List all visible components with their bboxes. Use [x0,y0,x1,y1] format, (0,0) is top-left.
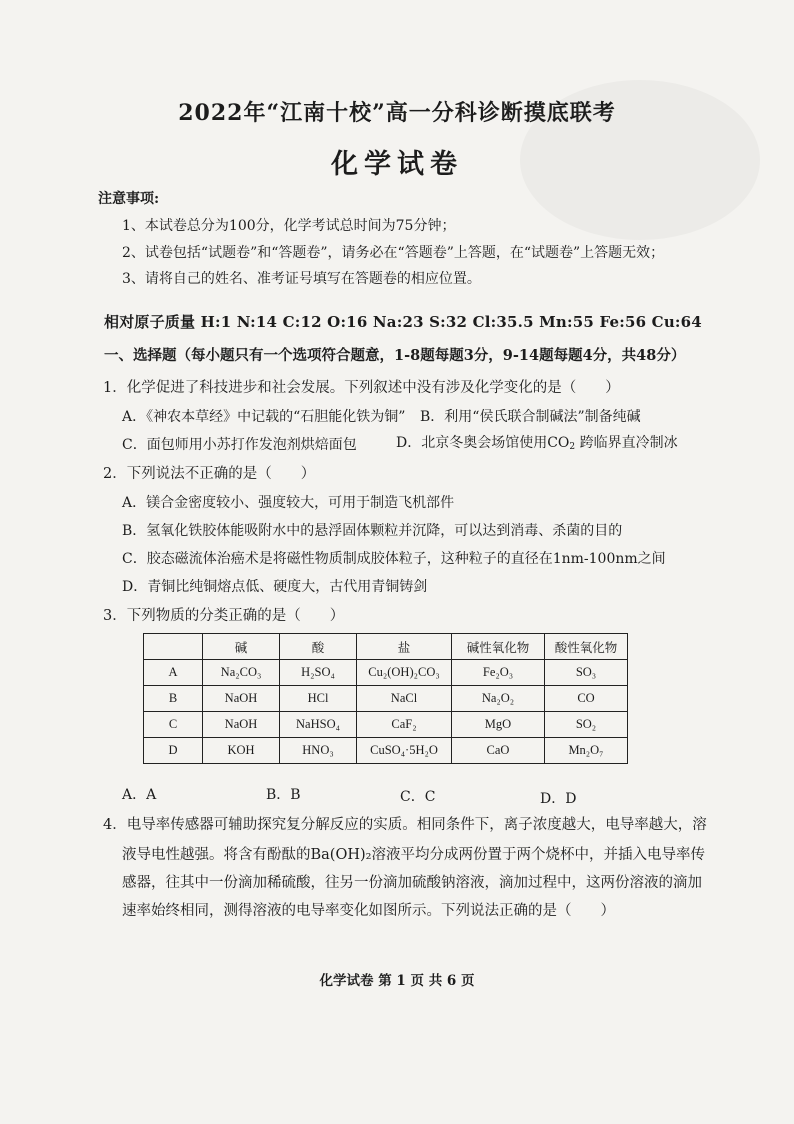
table-header: 碱性氧化物 [452,634,545,660]
question-1-option-c: C．面包师用小苏打作发泡剂烘焙面包 [122,437,357,453]
question-4-line-2: 液导电性越强。将含有酚酞的Ba(OH)₂溶液平均分成两份置于两个烧杯中，并插入电导率传 [122,847,705,863]
question-4-line-1: 4．电导率传感器可辅助探究复分解反应的实质。相同条件下，离子浓度越大，电导率越大，溶 [103,817,707,833]
question-1-option-b: B．利用“侯氏联合制碱法”制备纯碱 [420,409,641,425]
question-3-option-d: D．D [540,791,577,807]
table-cell: MgO [452,712,545,738]
table-cell: Mn₂O₇ [545,738,628,764]
question-4-line-3: 感器，往其中一份滴加稀硫酸，往另一份滴加硫酸钠溶液，滴加过程中，这两份溶液的滴加 [122,875,702,891]
notice-item-3: 3、请将自己的姓名、准考证号填写在答题卷的相应位置。 [122,271,481,287]
question-3-option-b: B．B [266,787,301,803]
exam-title: 2022年“江南十校”高一分科诊断摸底联考 [178,100,616,126]
table-cell: H₂SO₄ [280,660,357,686]
table-cell: NaOH [203,686,280,712]
table-cell: Cu₂(OH)₂CO₃ [357,660,452,686]
question-2-option-b: B．氢氧化铁胶体能吸附水中的悬浮固体颗粒并沉降，可以达到消毒、杀菌的目的 [122,523,623,539]
table-cell: A [144,660,203,686]
question-1-option-a: A．《神农本草经》中记载的“石胆能化铁为铜” [122,409,406,425]
table-cell: NaCl [357,686,452,712]
table-cell: D [144,738,203,764]
table-cell: NaHSO₄ [280,712,357,738]
notice-heading: 注意事项: [98,191,160,207]
question-2-option-a: A．镁合金密度较小、强度较大，可用于制造飞机部件 [122,495,455,511]
table-row [144,686,628,712]
table-header: 酸性氧化物 [545,634,628,660]
question-1-stem: 1．化学促进了科技进步和社会发展。下列叙述中没有涉及化学变化的是（ ） [103,380,620,396]
table-header: 酸 [280,634,357,660]
question-4-line-4: 速率始终相同，测得溶液的电导率变化如图所示。下列说法正确的是（ ） [122,903,615,919]
table-cell: CO [545,686,628,712]
table-cell: CuSO₄·5H₂O [357,738,452,764]
classification-table [143,633,628,764]
table-header: 盐 [357,634,452,660]
section-heading: 一、选择题（每小题只有一个选项符合题意，1-8题每题3分，9-14题每题4分，共48分） [104,347,686,364]
atomic-masses: 相对原子质量 H:1 N:14 C:12 O:16 Na:23 S:32 Cl:35.5 Mn:55 Fe:56 Cu:64 [104,313,702,331]
table-cell: CaF₂ [357,712,452,738]
table-header: 碱 [203,634,280,660]
question-3-option-c: C．C [400,789,436,805]
question-2-option-d: D．青铜比纯铜熔点低、硬度大，古代用青铜铸剑 [122,579,428,595]
notice-item-1: 1、本试卷总分为100分，化学考试总时间为75分钟； [122,218,456,234]
table-cell: HNO₃ [280,738,357,764]
table-cell: B [144,686,203,712]
notice-item-2: 2、试卷包括“试题卷”和“答题卷”，请务必在“答题卷”上答题，在“试题卷”上答题无效； [122,245,665,261]
table-row [144,660,628,686]
table-row [144,738,628,764]
question-2-stem: 2．下列说法不正确的是（ ） [103,466,316,482]
table-cell: Na₂O₂ [452,686,545,712]
table-header [144,634,203,660]
table-header-row [144,634,628,660]
table-row [144,712,628,738]
table-cell: SO₃ [545,660,628,686]
table-cell: Fe₂O₃ [452,660,545,686]
question-3-option-a: A．A [122,787,157,803]
question-3-stem: 3．下列物质的分类正确的是（ ） [103,608,345,624]
table-cell: SO₂ [545,712,628,738]
table-cell: Na₂CO₃ [203,660,280,686]
table-cell: KOH [203,738,280,764]
subject-title: 化学试卷 [331,149,463,180]
question-2-option-c: C．胶态磁流体治癌术是将磁性物质制成胶体粒子，这种粒子的直径在1nm-100nm之间 [122,551,666,567]
table-cell: NaOH [203,712,280,738]
page-footer: 化学试卷 第 1 页 共 6 页 [319,973,475,989]
table-cell: HCl [280,686,357,712]
table-cell: C [144,712,203,738]
question-1-option-d: D．北京冬奥会场馆使用$CO_2$ 跨临界直冷制冰 [396,435,678,452]
table-cell: CaO [452,738,545,764]
